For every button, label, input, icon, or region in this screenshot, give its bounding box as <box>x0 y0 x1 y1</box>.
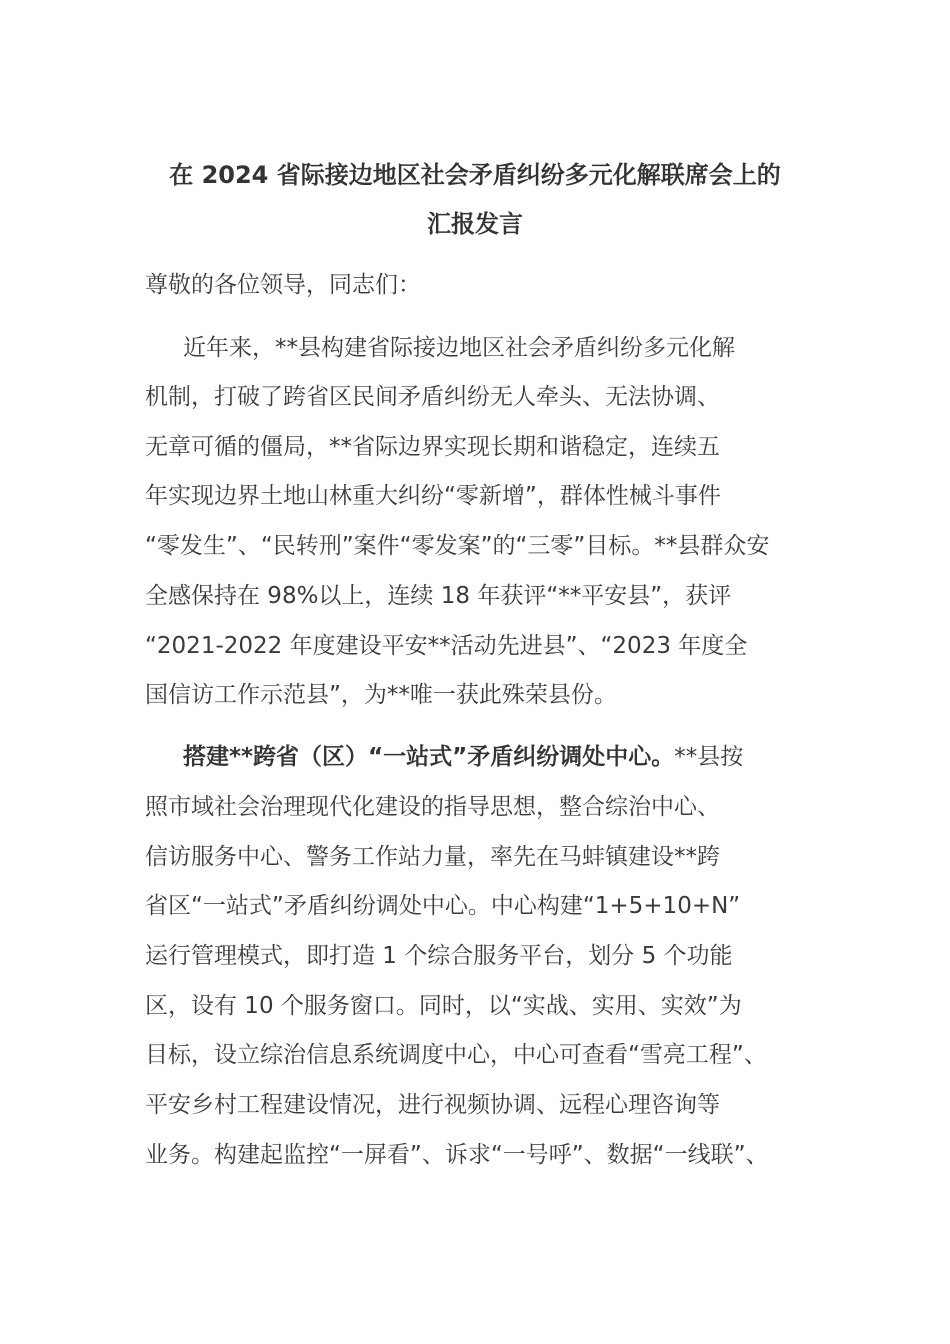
paragraph-2-line: 目标，设立综治信息系统调度中心，中心可查看“雪亮工程”、 <box>145 1042 767 1068</box>
paragraph-2-first-line <box>183 741 743 773</box>
salutation: 尊敬的各位领导，同志们： <box>145 272 421 298</box>
paragraph-1-line: “零发生”、“民转刑”案件“零发案”的“三零”目标。**县群众安 <box>145 533 770 559</box>
paragraph-2-line: 运行管理模式，即打造 1 个综合服务平台，划分 5 个功能 <box>145 943 733 969</box>
paragraph-1-line: “2021-2022 年度建设平安**活动先进县”、“2023 年度全 <box>145 633 748 659</box>
paragraph-1-line: 无章可循的僵局，**省际边界实现长期和谐稳定，连续五 <box>145 434 720 460</box>
paragraph-1-line: 国信访工作示范县”，为**唯一获此殊荣县份。 <box>145 682 617 708</box>
section-heading: 搭建**跨省（区）“一站式”矛盾纠纷调处中心。 <box>183 744 675 770</box>
paragraph-2-line: 信访服务中心、警务工作站力量，率先在马蚌镇建设**跨 <box>145 844 720 870</box>
paragraph-2-line: 平安乡村工程建设情况，进行视频协调、远程心理咨询等 <box>145 1092 720 1118</box>
paragraph-2-line-start: **县按 <box>674 744 744 770</box>
document-title-line-1: 在 2024 省际接边地区社会矛盾纠纷多元化解联席会上的 <box>169 161 781 189</box>
document-title-line-2: 汇报发言 <box>427 210 523 238</box>
paragraph-2-line: 省区“一站式”矛盾纠纷调处中心。中心构建“1+5+10+N” <box>145 893 741 919</box>
paragraph-1-line: 近年来，**县构建省际接边地区社会矛盾纠纷多元化解 <box>183 335 735 361</box>
paragraph-1-line: 年实现边界土地山林重大纠纷“零新增”，群体性械斗事件 <box>145 483 721 509</box>
paragraph-1-line: 机制，打破了跨省区民间矛盾纠纷无人牵头、无法协调、 <box>145 384 720 410</box>
paragraph-2-line: 照市域社会治理现代化建设的指导思想，整合综治中心、 <box>145 794 720 820</box>
paragraph-2-line: 区，设有 10 个服务窗口。同时，以“实战、实用、实效”为 <box>145 993 742 1019</box>
paragraph-2-line: 业务。构建起监控“一屏看”、诉求“一号呼”、数据“一线联”、 <box>145 1142 769 1168</box>
paragraph-1-line: 全感保持在 98%以上，连续 18 年获评“**平安县”，获评 <box>145 583 732 609</box>
